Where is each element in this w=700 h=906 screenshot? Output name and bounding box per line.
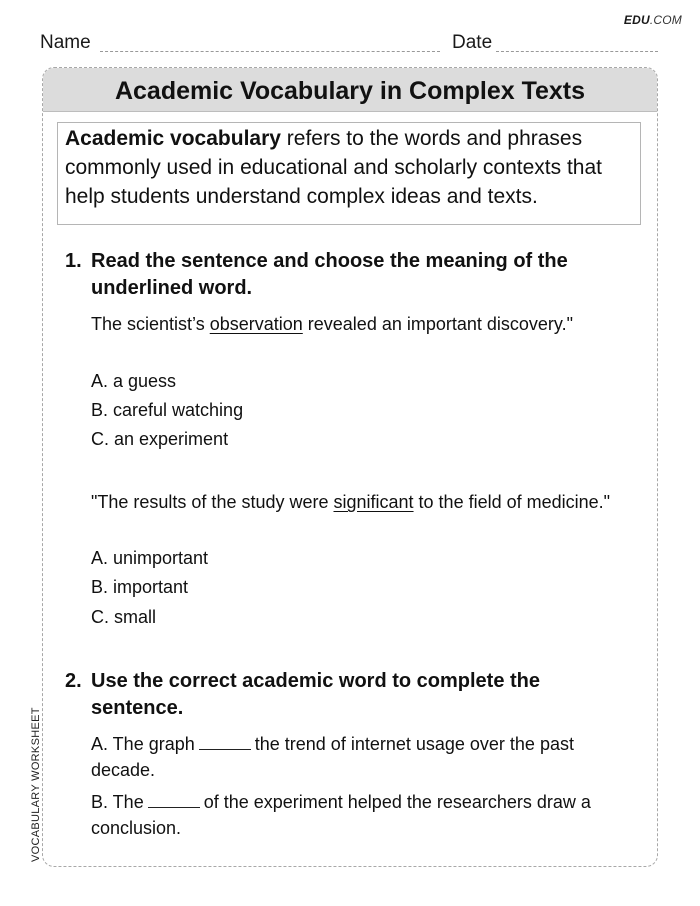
q2-sentence-a (91, 731, 631, 783)
q2-sentence-a-after: the trend of internet usage over the past decade. (91, 734, 574, 780)
definition-term: Academic vocabulary (65, 127, 281, 150)
worksheet-title: Academic Vocabulary in Complex Texts (43, 68, 657, 112)
q1-sentence-2-after: to the field of medicine." (413, 492, 611, 512)
question-2-title (65, 668, 625, 722)
question-2-prompt: Use the correct academic word to complete the sentence. (91, 670, 541, 719)
side-label: VOCABULARY WORKSHEET (30, 707, 42, 862)
q2-sentence-b-before: B. The (91, 792, 144, 812)
q1-item-2-option-a[interactable]: A. unimportant (91, 548, 209, 568)
q2-blank-a[interactable] (199, 734, 251, 750)
question-1-prompt: Read the sentence and choose the meaning of the underlined word. (91, 250, 568, 299)
q1-underlined-word-2: significant (333, 492, 414, 512)
brand-logo (624, 13, 682, 27)
q2-sentence-b (91, 789, 631, 841)
q1-item-1-option-c[interactable]: C. an experiment (91, 429, 229, 449)
q1-sentence-1-after: revealed an important discovery." (302, 314, 573, 334)
worksheet-card (42, 67, 658, 867)
q1-sentence-1-before: The scientist’s (91, 314, 210, 334)
q1-sentence-2-before: "The results of the study were (91, 492, 334, 512)
q2-blank-b[interactable] (148, 792, 200, 808)
brand-logo-bold: EDU (623, 13, 650, 27)
q2-sentence-a-before: A. The graph (91, 734, 195, 754)
question-2-number: 2. (65, 670, 82, 692)
q2-sentence-b-after: of the experiment helped the researchers draw a conclusion. (91, 792, 591, 838)
q1-item-2-option-b[interactable]: B. important (91, 577, 189, 597)
q1-item-1-option-a[interactable]: A. a guess (91, 371, 177, 391)
question-1-title (65, 248, 625, 302)
definition-text: refers to the words and phrases commonly used in educational and scholarly contexts that help students understand complex ideas and texts. (65, 127, 602, 208)
definition-box (57, 122, 641, 225)
date-label: Date (452, 32, 493, 53)
name-label: Name (40, 32, 91, 53)
brand-logo-rest: .COM (649, 13, 682, 27)
question-1-number: 1. (65, 250, 82, 272)
date-line[interactable] (496, 51, 658, 52)
q1-item-2-option-c[interactable]: C. small (91, 607, 157, 627)
q1-sentence-1 (91, 311, 631, 337)
q1-sentence-2 (91, 489, 631, 515)
q1-underlined-word-1: observation (209, 314, 303, 334)
q1-item-1-option-b[interactable]: B. careful watching (91, 400, 244, 420)
name-line[interactable] (100, 51, 440, 52)
